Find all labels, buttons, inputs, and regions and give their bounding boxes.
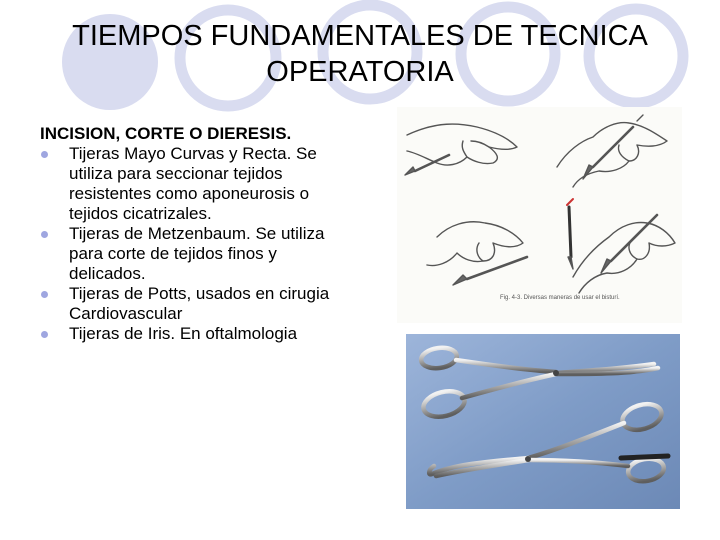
scissors-photo-drawing [406,334,680,509]
title-line-2: OPERATORIA [266,56,454,88]
figure-caption: Fig. 4-3. Diversas maneras de usar el bisturí. [500,295,620,301]
bullet-icon [41,291,48,298]
list-item-text: Tijeras de Potts, usados en cirugia Cardiovascular [69,284,330,323]
list-item [40,224,350,284]
list-item-text: Tijeras de Iris. En oftalmologia [69,324,298,343]
bullet-icon [41,231,48,238]
bullet-list [40,144,350,344]
section-heading: INCISION, CORTE O DIERESIS. [40,124,292,143]
list-item [40,324,350,344]
title-line-1: TIEMPOS FUNDAMENTALES DE TECNICA [72,20,648,52]
list-item-text: Tijeras de Metzenbaum. Se utiliza para corte de tejidos finos y delicados. [69,224,325,283]
bullet-icon [41,151,48,158]
bullet-icon [41,331,48,338]
list-item [40,284,350,324]
scalpel-grips-illustration [397,107,682,323]
surgical-scissors-photo [406,334,680,509]
list-item [40,144,350,224]
slide-title [40,18,680,90]
content-block [40,124,350,344]
hands-holding-scalpel-drawing [397,107,682,323]
list-item-text: Tijeras Mayo Curvas y Recta. Se utiliza para seccionar tejidos resistentes como aponeurosis o tejidos cicatrizales. [69,144,317,223]
